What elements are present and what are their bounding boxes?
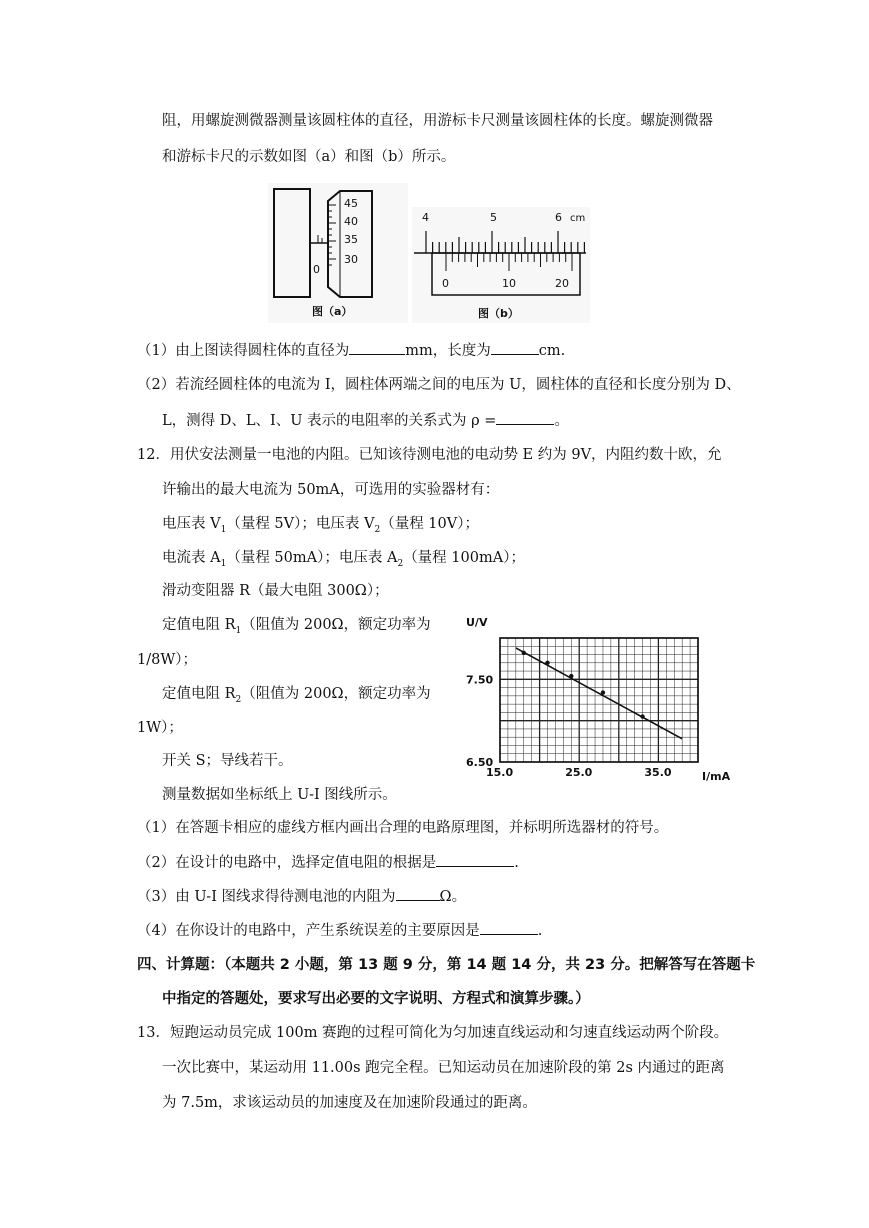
- q11-resistivity-blank[interactable]: [496, 410, 554, 425]
- thimble-tick-45: 45: [344, 197, 358, 210]
- caliper-unit: cm: [570, 213, 586, 224]
- q12-part3-text: （3）由 U-I 图线求得待测电池的内阻为: [137, 889, 396, 905]
- q12-part4: [137, 920, 542, 941]
- q11-diameter-blank[interactable]: [349, 340, 405, 355]
- q12-line-1: 12．用伏安法测量一电池的内阻。已知该待测电池的电动势 E 约为 9V，内阻约数十欧，允: [137, 447, 722, 463]
- caliper-figure: [412, 207, 590, 323]
- figure-a-caption: 图（a）: [312, 305, 353, 318]
- q11-part2-line2: [162, 410, 569, 431]
- main-tick-6: 6: [555, 211, 562, 224]
- chart-xlabel: I/mA: [702, 770, 731, 783]
- q12-ammeters: [162, 548, 525, 574]
- q12-r1-power: 1/8W）；: [137, 652, 197, 668]
- plot-frame: [500, 638, 698, 762]
- q12-part3: [137, 886, 466, 907]
- y-tick-label: 6.50: [466, 756, 494, 769]
- q13-line-3: 为 7.5m，求该运动员的加速度及在加速阶段通过的距离。: [162, 1095, 537, 1111]
- q11-length-blank[interactable]: [491, 340, 539, 355]
- r2-sub: 2: [235, 694, 242, 705]
- q12-part3-end: Ω。: [439, 889, 467, 905]
- section4-heading-line2: 中指定的答题处，要求写出必要的文字说明、方程式和演算步骤。）: [162, 991, 590, 1007]
- y-tick-label: 7.50: [466, 673, 494, 687]
- v2-label: （量程 5V）；电压表 V: [226, 516, 375, 532]
- q12-r2-power: 1W）；: [137, 720, 183, 736]
- q11-part2-line1: （2）若流经圆柱体的电流为 I，圆柱体两端之间的电压为 U，圆柱体的直径和长度分别为 D、: [137, 377, 741, 393]
- data-point: [640, 714, 644, 718]
- intro-line-1: 阻，用螺旋测微器测量该圆柱体的直径，用游标卡尺测量该圆柱体的长度。螺旋测微器: [162, 113, 713, 129]
- a2-label: （量程 50mA）；电压表 A: [226, 550, 398, 566]
- q12-voltmeters: [162, 514, 479, 540]
- q12-rheostat: 滑动变阻器 R（最大电阻 300Ω）；: [162, 583, 389, 599]
- q13-line-1: 13．短跑运动员完成 100m 赛跑的过程可简化为匀加速直线运动和匀速直线运动两个阶段。: [137, 1025, 729, 1041]
- v2-sub: 2: [374, 524, 381, 535]
- vernier-tick-0: 0: [442, 277, 449, 290]
- q12-part2-blank[interactable]: [436, 852, 514, 867]
- q11-part1-text-b: mm，长度为: [405, 343, 491, 359]
- q12-part4-blank[interactable]: [480, 920, 538, 935]
- intro-line-2: 和游标卡尺的示数如图（a）和图（b）所示。: [162, 149, 456, 165]
- sleeve-zero: 0: [313, 263, 320, 276]
- v1-sub: 1: [220, 524, 227, 535]
- r2-label: 定值电阻 R: [162, 686, 236, 702]
- q12-part2-text: （2）在设计的电路中，选择定值电阻的根据是: [137, 855, 437, 871]
- q12-measurement: 测量数据如坐标纸上 U-I 图线所示。: [162, 787, 397, 803]
- main-tick-4: 4: [422, 211, 429, 224]
- r1-sub: 1: [235, 625, 242, 636]
- x-tick-label: 25.0: [565, 766, 593, 779]
- data-point: [522, 651, 526, 655]
- vernier-tick-20: 20: [555, 277, 569, 290]
- q13-line-2: 一次比赛中，某运动用 11.00s 跑完全程。已知运动员在加速阶段的第 2s 内通过的距离: [162, 1060, 725, 1076]
- q12-r2: [162, 684, 431, 710]
- data-point: [601, 690, 605, 694]
- a2-range: （量程 100mA）；: [403, 550, 525, 566]
- q11-part2-text: L，测得 D、L、I、U 表示的电阻率的关系式为 ρ =: [162, 413, 497, 429]
- data-point: [569, 674, 573, 678]
- q12-part2-end: .: [514, 855, 519, 871]
- q12-r1: [162, 615, 431, 641]
- thimble-tick-35: 35: [344, 233, 358, 246]
- q11-part1: [137, 340, 565, 361]
- v2-range: （量程 10V）；: [380, 516, 479, 532]
- q12-switch: 开关 S；导线若干。: [162, 753, 293, 769]
- section4-heading-line1: 四、计算题：（本题共 2 小题，第 13 题 9 分，第 14 题 14 分，共 23 分。把解答写在答题卡: [137, 957, 756, 973]
- vernier-tick-10: 10: [502, 277, 516, 290]
- q12-part4-text: （4）在你设计的电路中，产生系统误差的主要原因是: [137, 923, 480, 939]
- x-tick-label: 35.0: [644, 766, 672, 779]
- r2-spec: （阻值为 200Ω，额定功率为: [241, 686, 431, 702]
- data-point: [545, 661, 549, 665]
- a2-sub: 2: [397, 558, 404, 569]
- q11-part1-text-c: cm.: [538, 343, 566, 359]
- main-tick-5: 5: [490, 211, 497, 224]
- micrometer-figure: [268, 183, 408, 323]
- r1-label: 定值电阻 R: [162, 617, 236, 633]
- q12-part1: （1）在答题卡相应的虚线方框内画出合理的电路原理图，并标明所选器材的符号。: [137, 820, 669, 836]
- q12-part2: [137, 852, 519, 873]
- a1-label: 电流表 A: [162, 550, 221, 566]
- figure-b-caption: 图（b）: [478, 307, 519, 320]
- v1-label: 电压表 V: [162, 516, 221, 532]
- thimble-tick-40: 40: [344, 215, 358, 228]
- x-tick-label: 15.0: [486, 766, 514, 779]
- q12-line-2: 许输出的最大电流为 50mA，可选用的实验器材有：: [162, 482, 500, 498]
- thimble-tick-30: 30: [344, 253, 358, 266]
- q11-part1-text-a: （1）由上图读得圆柱体的直径为: [137, 343, 350, 359]
- q11-part2-end: 。: [554, 413, 569, 429]
- q12-part4-end: .: [537, 923, 543, 939]
- chart-ylabel: U/V: [466, 616, 488, 629]
- a1-sub: 1: [220, 558, 227, 569]
- q12-part3-blank[interactable]: [396, 886, 440, 901]
- r1-spec: （阻值为 200Ω，额定功率为: [241, 617, 431, 633]
- fit-line: [516, 648, 682, 739]
- ui-chart: [460, 612, 740, 790]
